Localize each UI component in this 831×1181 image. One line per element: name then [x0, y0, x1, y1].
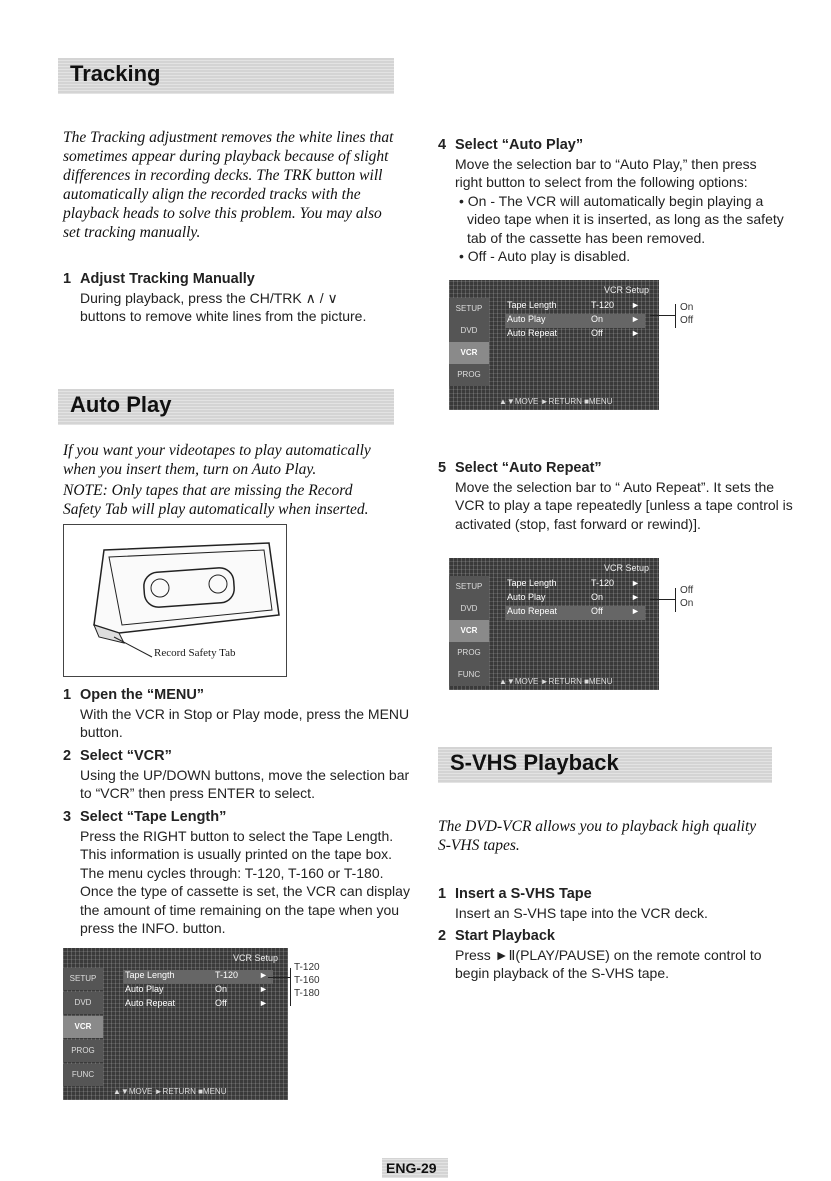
autoplay-step-1 [63, 686, 410, 742]
step-number: 4 [438, 137, 447, 153]
menu-screenshot-auto-play [449, 280, 659, 410]
autoplay-step-5 [438, 459, 795, 533]
arrow-right-icon: ► [631, 578, 640, 588]
menu-header: VCR Setup [232, 953, 278, 963]
step-body: Move the selection bar to “Auto Play,” then press right button to select from the following options: [455, 155, 757, 190]
menu-footer: ▲▼MOVE ►RETURN ■MENU [499, 397, 613, 406]
menu-side-vcr: VCR [449, 620, 489, 642]
tape-label: Record Safety Tab [154, 647, 236, 659]
option-off: Off [680, 315, 694, 326]
menu-header: VCR Setup [603, 563, 649, 573]
menu-side-setup: SETUP [63, 968, 103, 990]
svhs-banner [438, 747, 772, 783]
option-t120: T-120 [294, 962, 320, 973]
callout-bracket [290, 968, 291, 1006]
row-value: On [591, 592, 604, 602]
row-label: Auto Repeat [125, 998, 176, 1008]
step-heading: Adjust Tracking Manually [80, 271, 255, 287]
arrow-right-icon: ► [631, 592, 640, 602]
menu-side-dvd: DVD [63, 992, 103, 1014]
step-body: During playback, press the CH/TRK ∧ / ∨ buttons to remove white lines from the picture. [80, 289, 367, 324]
callout-line [650, 599, 675, 600]
page-number: ENG-29 [386, 1160, 437, 1176]
row-value: On [215, 984, 228, 994]
row-value: Off [215, 998, 227, 1008]
autoplay-step-3 [63, 808, 410, 938]
row-label: Auto Play [507, 314, 546, 324]
menu-side-vcr: VCR [63, 1016, 103, 1038]
step-body: Insert an S-VHS tape into the VCR deck. [455, 904, 708, 921]
menu-side-func: FUNC [449, 664, 489, 686]
step-heading: Select “Auto Play” [455, 137, 584, 153]
arrow-right-icon: ► [259, 970, 268, 980]
autoplay-banner [58, 389, 394, 425]
menu-side-prog: PROG [449, 364, 489, 386]
arrow-right-icon: ► [631, 314, 640, 324]
row-label: Auto Repeat [507, 606, 558, 616]
step-heading: Start Playback [455, 928, 555, 944]
option-t180: T-180 [294, 988, 320, 999]
step-heading: Insert a S-VHS Tape [455, 886, 592, 902]
menu-side-func: FUNC [63, 1064, 103, 1086]
option-on: On [680, 302, 694, 313]
arrow-right-icon: ► [259, 984, 268, 994]
row-value: T-120 [215, 970, 239, 980]
svhs-step-2 [438, 927, 785, 983]
callout-line [650, 315, 675, 316]
menu-side-vcr: VCR [449, 342, 489, 364]
menu-side-prog: PROG [63, 1040, 103, 1062]
step-number: 1 [63, 687, 72, 703]
step-number: 5 [438, 460, 447, 476]
svhs-intro: The DVD-VCR allows you to playback high quality S-VHS tapes. [438, 818, 757, 854]
tracking-step-1 [63, 270, 380, 326]
tracking-banner [58, 58, 394, 94]
option-off: Off [680, 585, 694, 596]
menu-footer: ▲▼MOVE ►RETURN ■MENU [499, 677, 613, 686]
step-body: With the VCR in Stop or Play mode, press the MENU button. [80, 705, 410, 740]
row-value: T-120 [591, 578, 615, 588]
menu-side-dvd: DVD [449, 320, 489, 342]
bullet-on: • On - The VCR will automatically begin playing a video tape when it is inserted, as long as the safety tab of the cassette has been removed. [459, 192, 784, 246]
step-body: Using the UP/DOWN buttons, move the selection bar to “VCR” then press ENTER to select. [80, 766, 410, 801]
menu-row-auto-repeat [505, 606, 645, 620]
step-heading: Select “Tape Length” [80, 809, 227, 825]
step-body: Move the selection bar to “ Auto Repeat”. It sets the VCR to play a tape repeatedly [unless a tape control is activated (stop, fast forward or rewind)]. [455, 478, 793, 532]
step-number: 3 [63, 809, 72, 825]
menu-row-auto-repeat [505, 328, 645, 342]
menu-row-auto-repeat [123, 998, 273, 1012]
step-heading: Select “Auto Repeat” [455, 460, 602, 476]
step-number: 2 [438, 928, 447, 944]
row-value: Off [591, 328, 603, 338]
step-body: Press the RIGHT button to select the Tape Length. This information is usually printed on the tape box. The menu cycles through: T-120, T-160 or T-180. Once the type of cassette is set, the VCR can display the amount of time remaining on the tape when you press the INFO. button. [80, 827, 410, 936]
menu-screenshot-auto-repeat [449, 558, 659, 690]
row-label: Auto Play [507, 592, 546, 602]
menu-side-setup: SETUP [449, 298, 489, 320]
arrow-right-icon: ► [631, 300, 640, 310]
cassette-illustration [63, 524, 287, 677]
autoplay-step-4 [438, 136, 785, 266]
row-label: Tape Length [125, 970, 175, 980]
autoplay-note: NOTE: Only tapes that are missing the Record Safety Tab will play automatically when inserted. [63, 482, 369, 518]
autoplay-title: Auto Play [70, 392, 172, 417]
arrow-right-icon: ► [631, 328, 640, 338]
menu-row-auto-play [505, 592, 645, 606]
menu-footer: ▲▼MOVE ►RETURN ■MENU [113, 1087, 227, 1096]
menu-side-dvd: DVD [449, 598, 489, 620]
menu-screenshot-tape-length [63, 948, 288, 1100]
menu-row-tape-length [505, 300, 645, 314]
menu-row-auto-play [505, 314, 645, 328]
row-label: Auto Play [125, 984, 164, 994]
arrow-right-icon: ► [631, 606, 640, 616]
autoplay-step-2 [63, 747, 410, 803]
row-label: Auto Repeat [507, 328, 558, 338]
svhs-step-1 [438, 885, 785, 922]
option-t160: T-160 [294, 975, 320, 986]
step-number: 2 [63, 748, 72, 764]
autoplay-intro: If you want your videotapes to play automatically when you insert them, turn on Auto Play. [63, 442, 371, 478]
menu-row-auto-play [123, 984, 273, 998]
step-body: Press ►Ⅱ(PLAY/PAUSE) on the remote control to begin playback of the S-VHS tape. [455, 946, 762, 981]
callout-line [268, 977, 290, 978]
page-number-badge [382, 1158, 448, 1178]
callout-bracket [675, 304, 676, 328]
step-heading: Select “VCR” [80, 748, 172, 764]
row-value: On [591, 314, 604, 324]
menu-row-tape-length [123, 970, 273, 984]
tracking-title: Tracking [70, 61, 161, 86]
menu-side-prog: PROG [449, 642, 489, 664]
menu-side-setup: SETUP [449, 576, 489, 598]
step-heading: Open the “MENU” [80, 687, 205, 703]
menu-header: VCR Setup [603, 285, 649, 295]
row-label: Tape Length [507, 300, 557, 310]
step-number: 1 [438, 886, 447, 902]
menu-row-tape-length [505, 578, 645, 592]
callout-bracket [675, 588, 676, 612]
row-value: T-120 [591, 300, 615, 310]
svhs-title: S-VHS Playback [450, 750, 619, 775]
bullet-off: • Off - Auto play is disabled. [459, 248, 631, 264]
option-on: On [680, 598, 694, 609]
row-label: Tape Length [507, 578, 557, 588]
tracking-intro: The Tracking adjustment removes the white lines that sometimes appear during playback because of slight differences in recording decks. The TRK button will automatically align the recorded tracks with the playback heads to solve this problem. You may also set tracking manually. [63, 129, 394, 241]
step-number: 1 [63, 271, 72, 287]
row-value: Off [591, 606, 603, 616]
arrow-right-icon: ► [259, 998, 268, 1008]
